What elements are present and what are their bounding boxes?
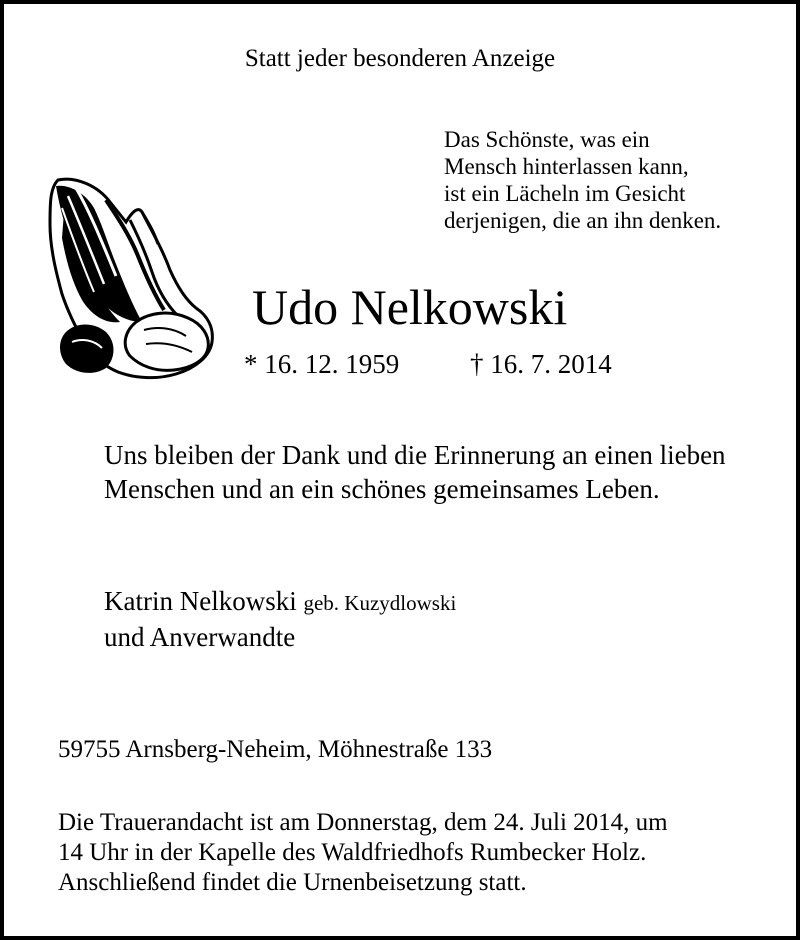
maiden-name: geb. Kuzydlowski bbox=[303, 591, 457, 615]
deceased-name: Udo Nelkowski bbox=[252, 279, 568, 335]
thanks-line: Uns bleiben der Dank und die Erinnerung an einen lieben bbox=[104, 440, 726, 470]
service-line: Die Trauerandacht ist am Donnerstag, dem 24. Juli 2014, um bbox=[58, 809, 668, 836]
service-line: Anschließend findet die Urnenbeisetzung statt. bbox=[58, 869, 527, 896]
quote-line: derjenigen, die an ihn denken. bbox=[444, 208, 722, 233]
service-info bbox=[58, 808, 668, 898]
death-date: † 16. 7. 2014 bbox=[470, 349, 612, 379]
service-line: 14 Uhr in der Kapelle des Waldfriedhofs Rumbecker Holz. bbox=[58, 839, 647, 866]
mourner-name: Katrin Nelkowski bbox=[104, 586, 297, 616]
praying-hands-icon bbox=[46, 172, 216, 380]
thanks-line: Menschen und an ein schönes gemeinsames Leben. bbox=[104, 474, 660, 504]
quote-line: Das Schönste, was ein bbox=[444, 127, 650, 152]
header-text: Statt jeder besonderen Anzeige bbox=[244, 45, 556, 72]
quote-block bbox=[444, 126, 721, 234]
quote-line: Mensch hinterlassen kann, bbox=[444, 154, 689, 179]
birth-date: * 16. 12. 1959 bbox=[244, 349, 400, 379]
mourner-line bbox=[104, 584, 456, 620]
relatives-line: und Anverwandte bbox=[104, 622, 296, 652]
quote-line: ist ein Lächeln im Gesicht bbox=[444, 181, 686, 206]
address: 59755 Arnsberg-Neheim, Möhnestraße 133 bbox=[58, 736, 493, 763]
mourners-block bbox=[104, 584, 456, 654]
thanks-text bbox=[104, 438, 726, 506]
